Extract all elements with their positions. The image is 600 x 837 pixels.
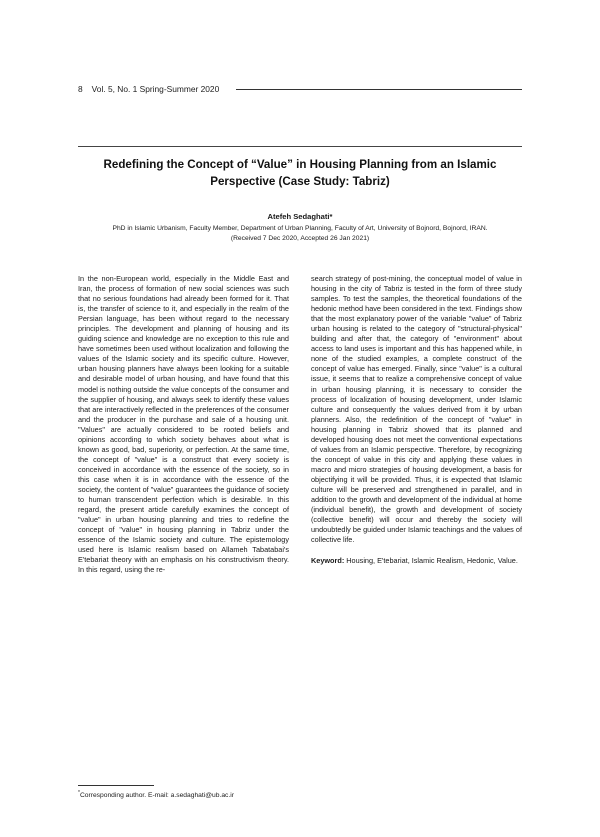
article-title: Redefining the Concept of “Value” in Housing Planning from an Islamic Perspective (Case Study: Tabriz)	[103, 158, 497, 188]
abstract-column-left	[78, 274, 289, 575]
author-affiliation-block	[90, 224, 510, 245]
affiliation: PhD in Islamic Urbanism, Faculty Member, Department of Urban Planning, Faculty of Art, University of Bojnord, Bojnord, IRAN.	[112, 225, 488, 232]
title-rule	[78, 146, 522, 147]
abstract-text-left: In the non-European world, especially in the Middle East and Iran, the process of formation of new social sciences was such that no serious foundations had already been formed for it. That is, the transfer of science to it, and especially in the realm of the Persian language, has been without regard to the necessary principles. The development and planning of housing and its guiding science and knowledge are no exception to this rule and have sometimes been used without localization and following the values of the Islamic society and its specific culture. However, urban housing planners have always been looking for a suitable and desirable model of urban housing, and have found that this model is nothing outside the value concepts of the consumer and the supplier of housing, and always seek to identify these values that are interactively reflected in the preferences of the consumer and the producer in the purchase and sale of a housing unit. "Values" are actually considered to be rooted beliefs and opinions according to which society behaves about what is known as good, bad, superiority, or perfection. At the same time, the concept of "value" is a construct that every society is conceived in accordance with the essence of the society, so in this case when it is in accordance with the essence of the society, the content of "value" guarantees the guidance of society to human transcendent perfection which is desirable. In this regard, the present article carefully examines the concept of "value" in urban housing planning and tries to redefine the concept of "value" in housing planning in Tabriz under the essence of the Islamic society and culture. The epistemology used here is Islamic realism based on Allameh Tabatabai's E'tebariat theory with an emphasis on his constructivism theory. In this regard, using the re-	[78, 274, 289, 575]
footnote	[78, 790, 234, 799]
keywords-label: Keyword:	[311, 556, 345, 566]
page-number: 8	[78, 84, 83, 94]
keywords-text: Housing, E'tebariat, Islamic Realism, Hedonic, Value.	[346, 556, 518, 566]
header-rule	[236, 89, 522, 90]
running-header	[78, 84, 219, 94]
abstract-column-right	[311, 274, 522, 566]
footnote-text: Corresponding author. E-mail: a.sedaghati@ub.ac.ir	[79, 792, 234, 800]
author-name: Atefeh Sedaghati*	[267, 212, 333, 221]
footnote-rule	[78, 785, 154, 786]
received-dates: (Received 7 Dec 2020, Accepted 26 Jan 2021)	[230, 235, 370, 243]
keywords	[311, 556, 522, 566]
abstract-text-right: search strategy of post-mining, the conceptual model of value in housing in the city of Tabriz is tested in the form of three study samples. To test the samples, the theoretical foundations of the hedonic method have been considered in the text. Findings show that the most explanatory power of the variable "value" of Tabriz urban housing is related to the category of "structural-physical" building and after that, the category of "environment" about access to land uses is important and this has happened while, in none of the studied examples, a complete construct of the concept of value has emerged. Finally, since "value" is a cultural issue, it seems that to realize a comprehensive concept of value in urban housing planning, it is necessary to consider the process of localization of housing development, under Islamic culture and consequently the values derived from it by urban planners. Also, the redefinition of the concept of "value" in housing planning in Tabriz showed that its planned and developed housing does not meet the conventional expectations of values from an Islamic perspective. Therefore, by recognizing the concept of value in this city and applying these values in macro and micro strategies of housing development, a basis for objectifying it will be provided. Thus, it is expected that Islamic culture will be preserved and strengthened in parallel, and in addition to the growth and development of the individual at home (individual benefit), the growth and development of society (collective benefit) will occur and thereby the society will undoubtedly be guided under Islamic teachings and the values of collective life.	[311, 274, 522, 545]
footnote-marker: *	[78, 790, 80, 796]
journal-issue: Vol. 5, No. 1 Spring-Summer 2020	[91, 84, 220, 94]
